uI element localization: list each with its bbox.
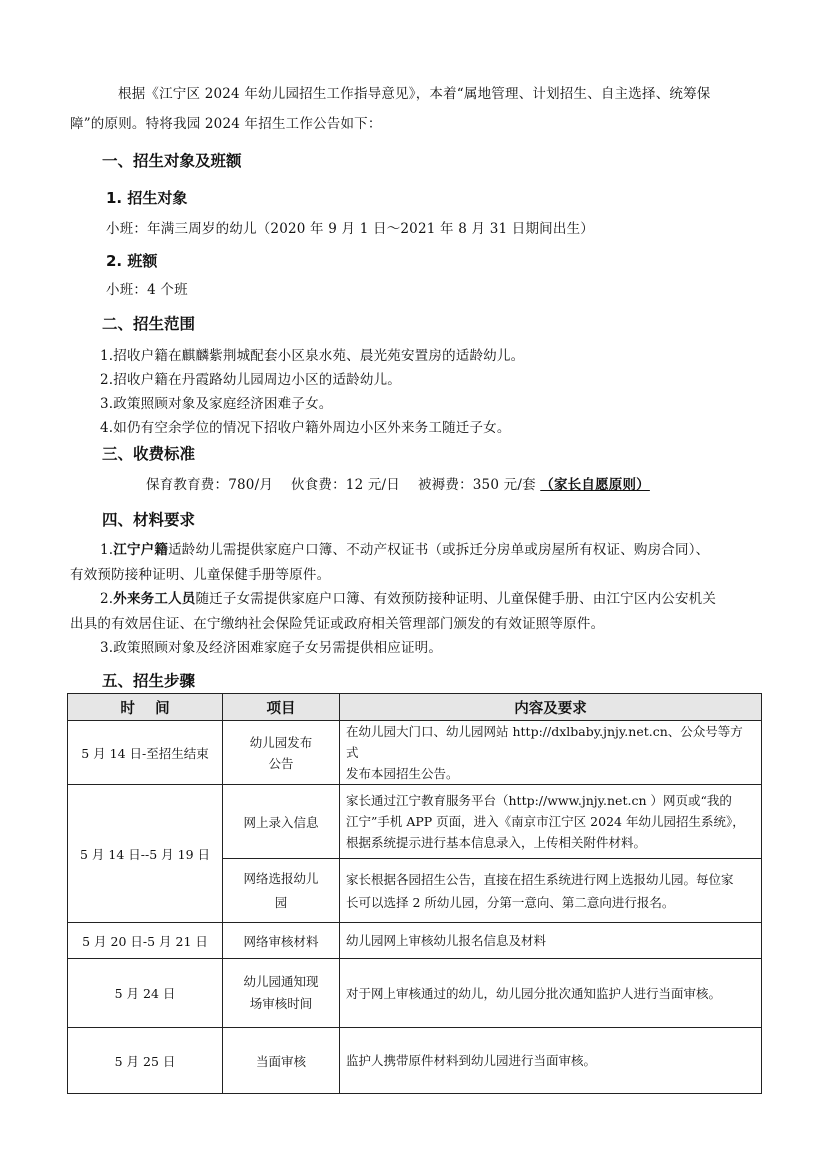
table-row: [68, 1028, 762, 1094]
row-1-item-line-1: 幼儿园发布: [249, 734, 313, 750]
material-item-2-bold: 外来务工人员: [113, 591, 196, 607]
row-4-item: 网络审核材料: [223, 923, 340, 959]
row-3-content: [340, 859, 762, 923]
row-2-content-line-1: 家长通过江宁教育服务平台（http://www.jnjy.net.cn ）网页或“我的: [346, 793, 732, 808]
enrollment-steps-table: [67, 693, 762, 1094]
material-item-2-line-2: 出具的有效居住证、在宁缴纳社会保险凭证或政府相关管理部门颁发的有效证照等原件。: [70, 616, 605, 632]
material-item-1-bold: 江宁户籍: [113, 542, 169, 558]
material-item-1-prefix: 1.: [100, 542, 114, 558]
row-5-content: 对于网上审核通过的幼儿，幼儿园分批次通知监护人进行当面审核。: [340, 959, 762, 1028]
table-row: [68, 923, 762, 959]
section-3-title: 三、收费标准: [102, 445, 196, 463]
row-6-time: 5 月 25 日: [68, 1028, 223, 1094]
header-content: 内容及要求: [340, 694, 762, 721]
row-1-content: [340, 721, 762, 785]
table-header-row: [68, 694, 762, 721]
row-2-time: 5 月 14 日--5 月 19 日: [68, 785, 223, 923]
section-1-sub2-text: 小班：4 个班: [106, 282, 188, 298]
scope-item-2: 2.招收户籍在丹霞路幼儿园周边小区的适龄幼儿。: [100, 372, 401, 388]
row-5-time: 5 月 24 日: [68, 959, 223, 1028]
material-item-2: [100, 587, 716, 607]
row-2-item: 网上录入信息: [223, 785, 340, 859]
section-1-title: 一、招生对象及班额: [102, 152, 242, 170]
intro-line-2: 障”的原则。特将我园 2024 年招生工作公告如下：: [70, 116, 382, 132]
scope-item-1: 1.招收户籍在麒麟紫荆城配套小区泉水苑、晨光苑安置房的适龄幼儿。: [100, 348, 525, 364]
section-4-title: 四、材料要求: [102, 511, 196, 529]
material-item-1: [100, 538, 709, 558]
material-item-2-prefix: 2.: [100, 591, 114, 607]
section-1-sub2-title: 2. 班额: [106, 252, 158, 270]
row-3-item-line-1: 网络选报幼儿: [243, 870, 319, 886]
section-5-title: 五、招生步骤: [102, 672, 196, 690]
fee-line: [146, 473, 650, 493]
row-2-content: [340, 785, 762, 859]
fee-values: 保育教育费：780/月 伙食费：12 元/日 被褥费：350 元/套: [146, 477, 541, 493]
section-2-title: 二、招生范围: [102, 315, 196, 333]
section-1-sub1-title: 1. 招生对象: [106, 189, 188, 207]
header-time: 时 间: [68, 694, 223, 721]
row-1-item-line-2: 公告: [268, 755, 294, 771]
row-2-content-line-3: 根据系统提示进行基本信息录入，上传相关附件材料。: [346, 835, 647, 850]
row-6-content: 监护人携带原件材料到幼儿园进行当面审核。: [340, 1028, 762, 1094]
fee-voluntary-note: （家长自愿原则）: [540, 477, 650, 493]
material-item-1-line-2: 有效预防接种证明、儿童保健手册等原件。: [70, 567, 331, 583]
table-row: [68, 721, 762, 785]
row-5-item-line-2: 场审核时间: [249, 996, 313, 1011]
row-4-content: 幼儿园网上审核幼儿报名信息及材料: [340, 923, 762, 959]
scope-item-3: 3.政策照顾对象及家庭经济困难子女。: [100, 396, 333, 412]
row-5-item-line-1: 幼儿园通知现: [243, 974, 319, 989]
row-1-item: [223, 721, 340, 785]
header-item: 项目: [223, 694, 340, 721]
row-3-item-line-2: 园: [274, 894, 288, 910]
material-item-3: 3.政策照顾对象及经济困难家庭子女另需提供相应证明。: [100, 640, 443, 656]
row-1-content-line-2: 发布本园招生公告。: [346, 766, 459, 781]
material-item-1-text: 适龄幼儿需提供家庭户口簿、不动产权证书（或拆迁分房单或房屋所有权证、购房合同）、: [168, 542, 710, 558]
table-row: [68, 959, 762, 1028]
table-row: [68, 785, 762, 859]
row-3-content-line-1: 家长根据各园招生公告，直接在招生系统进行网上选报幼儿园。每位家: [346, 871, 734, 887]
material-item-2-text: 随迁子女需提供家庭户口簿、有效预防接种证明、儿童保健手册、由江宁区内公安机关: [195, 591, 717, 607]
row-5-item: [223, 959, 340, 1028]
row-3-content-line-2: 长可以选择 2 所幼儿园，分第一意向、第二意向进行报名。: [346, 894, 675, 910]
row-1-time: 5 月 14 日-至招生结束: [68, 721, 223, 785]
row-2-content-line-2: 江宁”手机 APP 页面，进入《南京市江宁区 2024 年幼儿园招生系统》，: [346, 814, 745, 829]
row-4-time: 5 月 20 日-5 月 21 日: [68, 923, 223, 959]
row-1-content-line-1: 在幼儿园大门口、幼儿园网站 http://dxlbaby.jnjy.net.cn、公众号等方式: [346, 724, 743, 760]
intro-line-1: 根据《江宁区 2024 年幼儿园招生工作指导意见》，本着“属地管理、计划招生、自主选择、统筹保: [118, 86, 711, 102]
row-6-item: 当面审核: [223, 1028, 340, 1094]
scope-item-4: 4.如仍有空余学位的情况下招收户籍外周边小区外来务工随迁子女。: [100, 420, 511, 436]
row-3-item: [223, 859, 340, 923]
section-1-sub1-text: 小班：年满三周岁的幼儿（2020 年 9 月 1 日～2021 年 8 月 31 日期间出生）: [106, 221, 594, 237]
